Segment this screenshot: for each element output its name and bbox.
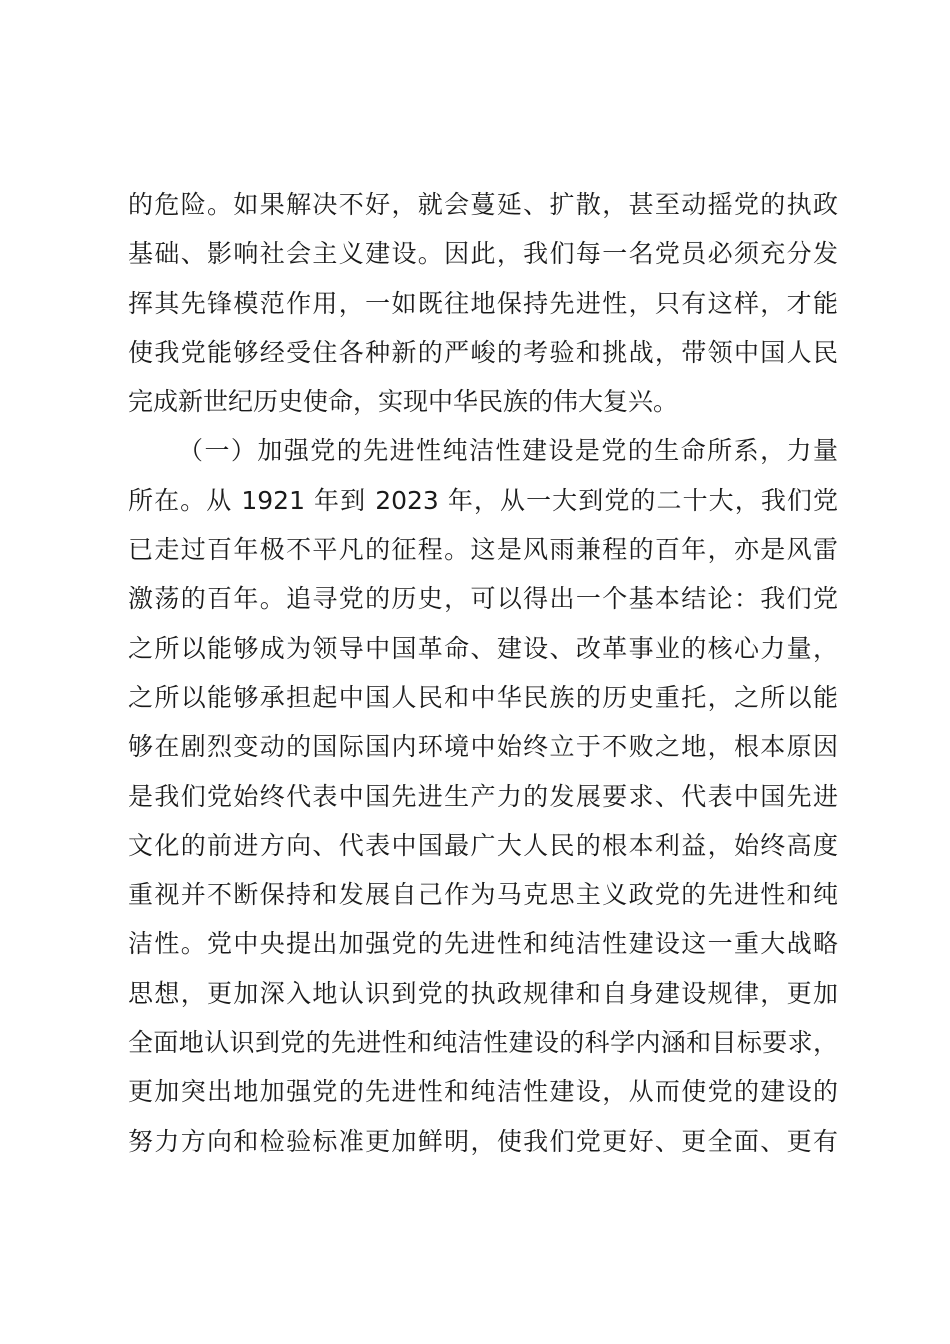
text-line: 够在剧烈变动的国际国内环境中始终立于不败之地，根本原因 bbox=[128, 732, 838, 762]
text-line: 文化的前进方向、代表中国最广大人民的根本利益，始终高度 bbox=[128, 830, 838, 860]
text-line: 之所以能够承担起中国人民和中华民族的历史重托，之所以能 bbox=[128, 682, 838, 712]
text-line: 基础、影响社会主义建设。因此，我们每一名党员必须充分发 bbox=[128, 239, 838, 269]
text-line: 努力方向和检验标准更加鲜明，使我们党更好、更全面、更有 bbox=[128, 1126, 838, 1156]
text-line: 完成新世纪历史使命，实现中华民族的伟大复兴。 bbox=[128, 387, 679, 417]
text-line: 已走过百年极不平凡的征程。这是风雨兼程的百年，亦是风雷 bbox=[128, 535, 838, 565]
text-line: 洁性。党中央提出加强党的先进性和纯洁性建设这一重大战略 bbox=[128, 929, 838, 959]
paragraph-heading-line: （一）加强党的先进性纯洁性建设是党的生命所系，力量 bbox=[178, 436, 838, 466]
text-line: 挥其先锋模范作用，一如既往地保持先进性，只有这样，才能 bbox=[128, 288, 838, 318]
text-line: 之所以能够成为领导中国革命、建设、改革事业的核心力量， bbox=[128, 633, 838, 663]
text-line: 使我党能够经受住各种新的严峻的考验和挑战，带领中国人民 bbox=[128, 337, 838, 367]
text-line: 全面地认识到党的先进性和纯洁性建设的科学内涵和目标要求， bbox=[128, 1028, 838, 1058]
text-line: 更加突出地加强党的先进性和纯洁性建设，从而使党的建设的 bbox=[128, 1077, 838, 1107]
text-line: 重视并不断保持和发展自己作为马克思主义政党的先进性和纯 bbox=[128, 880, 838, 910]
text-line: 激荡的百年。追寻党的历史，可以得出一个基本结论：我们党 bbox=[128, 584, 838, 614]
text-line: 思想，更加深入地认识到党的执政规律和自身建设规律，更加 bbox=[128, 978, 838, 1008]
text-line: 是我们党始终代表中国先进生产力的发展要求、代表中国先进 bbox=[128, 781, 838, 811]
text-line: 的危险。如果解决不好，就会蔓延、扩散，甚至动摇党的执政 bbox=[128, 190, 838, 219]
body-text bbox=[128, 180, 838, 1166]
text-line: 所在。从 1921 年到 2023 年，从一大到党的二十大，我们党 bbox=[128, 485, 838, 515]
